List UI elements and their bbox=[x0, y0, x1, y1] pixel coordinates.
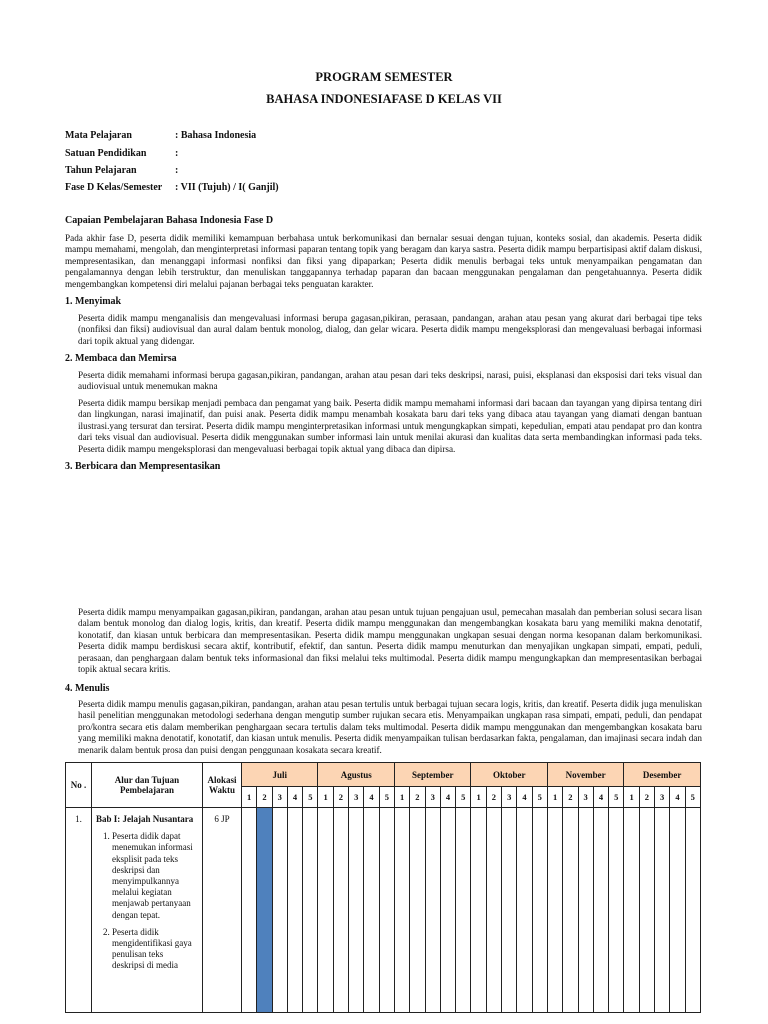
week-header: 4 bbox=[287, 787, 302, 808]
week-header: 3 bbox=[349, 787, 364, 808]
week-header: 5 bbox=[532, 787, 547, 808]
week-cell bbox=[242, 808, 257, 1013]
week-header: 3 bbox=[655, 787, 670, 808]
week-cell bbox=[272, 808, 287, 1013]
week-cell bbox=[532, 808, 547, 1013]
tujuan-item: 1. Peserta didik dapat menemukan informasi eksplisit pada teks deskripsi dan menyimpulkannya melalui kegiatan menjawab pertanyaan dengan tepat. bbox=[112, 831, 196, 921]
alokasi-cell: 6 JP bbox=[203, 808, 242, 1013]
bab-title: Bab I: Jelajah Nusantara bbox=[96, 814, 194, 824]
week-cell bbox=[486, 808, 501, 1013]
membaca-heading: 2. Membaca dan Memirsa bbox=[65, 353, 177, 364]
week-cell bbox=[624, 808, 639, 1013]
week-cell bbox=[410, 808, 425, 1013]
menyimak-paragraph: Peserta didik mampu menganalisis dan mengevaluasi informasi berupa gagasan,pikiran, perasaan, pandangan, arahan atau pesan yang akurat dari berbagai tipe teks (nonfiksi dan fiksi) audiovisual dan aural dalam bentuk monolog, dialog, dan gelar wicara. Peserta didik mampu mengeksplorasi dan mengevaluasi berbagai informasi dari topik aktual yang didengar. bbox=[78, 313, 702, 346]
week-cell bbox=[471, 808, 486, 1013]
week-cell bbox=[333, 808, 348, 1013]
week-cell bbox=[303, 808, 318, 1013]
week-header: 4 bbox=[440, 787, 455, 808]
row-number: 1. bbox=[66, 808, 92, 1013]
week-header: 5 bbox=[456, 787, 471, 808]
document-title: PROGRAM SEMESTER bbox=[315, 70, 453, 84]
week-header: 2 bbox=[639, 787, 654, 808]
week-cell bbox=[639, 808, 654, 1013]
info-label: Mata Pelajaran bbox=[65, 130, 132, 141]
week-cell bbox=[547, 808, 562, 1013]
info-value: : bbox=[175, 148, 179, 159]
week-header: 2 bbox=[486, 787, 501, 808]
week-cell bbox=[394, 808, 409, 1013]
week-header: 4 bbox=[670, 787, 685, 808]
week-cell bbox=[440, 808, 455, 1013]
week-cell bbox=[287, 808, 302, 1013]
week-header: 4 bbox=[517, 787, 532, 808]
month-header: November bbox=[547, 763, 623, 787]
week-header: 1 bbox=[242, 787, 257, 808]
week-header: 5 bbox=[379, 787, 394, 808]
menyimak-heading: 1. Menyimak bbox=[65, 296, 122, 307]
week-cell bbox=[502, 808, 517, 1013]
info-label: Tahun Pelajaran bbox=[65, 165, 137, 176]
week-header: 2 bbox=[333, 787, 348, 808]
capaian-paragraph: Pada akhir fase D, peserta didik memiliki kemampuan berbahasa untuk berkomunikasi dan bernalar sesuai dengan tujuan, konteks sosial, dan akademis. Peserta didik mampu memahami, mengolah, dan menginterpretasi informasi paparan tentang topik yang beragam dan karya sastra. Peserta didik mampu berpartisipasi aktif dalam diskusi, mempresentasikan, dan menanggapi informasi nonfiksi dan fiksi yang dipaparkan; Peserta didik menulis berbagai teks untuk menyampaikan pengamatan dan pengalamannya dengan lebih terstruktur, dan menuliskan tanggapannya terhadap paparan dan bacaan menggunakan pengalaman dan pengetahuannya. Peserta didik mengembangkan kompetensi diri melalui pajanan berbagai teks penguatan karakter. bbox=[65, 233, 702, 289]
week-header: 3 bbox=[502, 787, 517, 808]
info-row-fase-kelas-semester bbox=[65, 182, 279, 193]
info-label: Satuan Pendidikan bbox=[65, 148, 147, 159]
week-cell bbox=[379, 808, 394, 1013]
week-header: 2 bbox=[563, 787, 578, 808]
week-cell bbox=[655, 808, 670, 1013]
week-cell bbox=[349, 808, 364, 1013]
week-header: 4 bbox=[364, 787, 379, 808]
week-header: 2 bbox=[257, 787, 272, 808]
membaca-paragraph-1: Peserta didik memahami informasi berupa gagasan,pikiran, pandangan, arahan atau pesan dari teks deskripsi, narasi, puisi, eksplanasi dan eksposisi dari teks visual dan audiovisual untuk menemukan makna bbox=[78, 370, 702, 392]
info-label: Fase D Kelas/Semester bbox=[65, 182, 163, 193]
membaca-paragraph-2: Peserta didik mampu bersikap menjadi pembaca dan pengamat yang baik. Peserta didik mampu memahami informasi dari bacaan dan tayangan yang dipirsa tentang diri dan lingkungan, narasi imajinatif, dan puisi anak. Peserta didik mampu menambah kosakata baru dari teks yang dibaca atau tayangan yang diamati dengan bantuan ilustrasi.yang tersurat dan tersirat. Peserta didik mampu menginterpretasikan informasi untuk mengungkapkan simpati, kepedulian, empati atau pendapat pro dan kontra dari teks visual dan audiovisual. Peserta didik menggunakan sumber informasi lain untuk menilai akurasi dan kualitas data serta membandingkan informasi pada teks. Peserta didik mampu mengeksplorasi dan mengevaluasi berbagai topik aktual yang dibaca dan dipirsa. bbox=[78, 398, 702, 454]
week-header: 2 bbox=[410, 787, 425, 808]
capaian-heading: Capaian Pembelajaran Bahasa Indonesia Fase D bbox=[65, 215, 274, 226]
week-header: 1 bbox=[547, 787, 562, 808]
berbicara-heading: 3. Berbicara dan Mempresentasikan bbox=[65, 461, 221, 472]
berbicara-paragraph: Peserta didik mampu menyampaikan gagasan,pikiran, pandangan, arahan atau pesan untuk tujuan pengajuan usul, pemecahan masalah dan pemberian solusi secara lisan dalam bentuk monolog dan dialog logis, kritis, dan kreatif. Peserta didik mampu menggunakan dan mengembangkan kosakata baru yang memiliki makna denotatif, konotatif, dan kiasan untuk berbicara dan mempresentasikan. Peserta didik mampu menggunakan ungkapan sesuai dengan norma kesopanan dalam berkomunikasi. Peserta didik mampu berdiskusi secara aktif, kontributif, efektif, dan santun. Peserta didik mampu menuturkan dan menyajikan ungkapan simpati, empati, peduli, perasaan, dan penghargaan dalam bentuk teks informasional dan fiksi melalui teks multimodal. Peserta didik mampu mengungkapkan dan mempresentasikan berbagai topik aktual secara kritis. bbox=[78, 607, 702, 675]
col-header-alur: Alur dan Tujuan Pembelajaran bbox=[92, 763, 203, 808]
week-header: 3 bbox=[578, 787, 593, 808]
week-cell bbox=[685, 808, 700, 1013]
week-cell bbox=[670, 808, 685, 1013]
schedule-table bbox=[65, 762, 701, 1013]
alur-cell bbox=[92, 808, 203, 1013]
info-row-mata-pelajaran bbox=[65, 130, 256, 141]
info-value: : bbox=[175, 165, 179, 176]
week-header: 1 bbox=[394, 787, 409, 808]
week-header: 1 bbox=[318, 787, 333, 808]
week-cell bbox=[563, 808, 578, 1013]
week-cell bbox=[593, 808, 608, 1013]
week-cell bbox=[456, 808, 471, 1013]
info-value: : Bahasa Indonesia bbox=[175, 130, 257, 141]
col-header-alokasi: Alokasi Waktu bbox=[203, 763, 242, 808]
week-header: 5 bbox=[609, 787, 624, 808]
month-header: Juli bbox=[242, 763, 318, 787]
schedule-bar bbox=[257, 808, 272, 1013]
week-header: 5 bbox=[685, 787, 700, 808]
col-header-no: No . bbox=[66, 763, 92, 808]
week-header: 3 bbox=[425, 787, 440, 808]
week-header: 3 bbox=[272, 787, 287, 808]
info-row-tahun-pelajaran bbox=[65, 165, 178, 176]
table-row bbox=[66, 808, 701, 1013]
week-header: 4 bbox=[593, 787, 608, 808]
week-cell bbox=[364, 808, 379, 1013]
month-header: Desember bbox=[624, 763, 700, 787]
week-cell bbox=[425, 808, 440, 1013]
tujuan-list bbox=[96, 831, 196, 971]
week-header: 1 bbox=[624, 787, 639, 808]
menulis-paragraph: Peserta didik mampu menulis gagasan,pikiran, pandangan, arahan atau pesan tertulis untuk berbagai tujuan secara logis, kritis, dan kreatif. Peserta didik juga menuliskan hasil penelitian menggunakan metodologi sederhana dengan mengutip sumber rujukan secara etis. Menyampaikan ungkapan rasa simpati, empati, peduli, dan pendapat pro/kontra secara etis dalam memberikan penghargaan secara tertulis dalam teks multimodal. Peserta didik mampu menggunakan dan mengembangkan kosakata baru yang memiliki makna denotatif, konotatif, dan kiasan untuk menulis. Peserta didik menyampaikan tulisan berdasarkan fakta, pengalaman, dan imajinasi secara indah dan menarik dalam bentuk prosa dan puisi dengan penggunaan kosakata secara kreatif. bbox=[78, 699, 702, 755]
info-row-satuan-pendidikan bbox=[65, 148, 178, 159]
menulis-heading: 4. Menulis bbox=[65, 683, 110, 694]
week-header: 5 bbox=[303, 787, 318, 808]
week-cell bbox=[318, 808, 333, 1013]
document-subtitle: BAHASA INDONESIAFASE D KELAS VII bbox=[266, 92, 502, 106]
week-cell bbox=[517, 808, 532, 1013]
week-cell bbox=[578, 808, 593, 1013]
week-header: 1 bbox=[471, 787, 486, 808]
week-cell bbox=[609, 808, 624, 1013]
info-value: : VII (Tujuh) / I( Ganjil) bbox=[175, 182, 279, 193]
tujuan-item: 2. Peserta didik mengidentifikasi gaya penulisan teks deskripsi di media bbox=[112, 927, 196, 972]
month-header: Oktober bbox=[471, 763, 547, 787]
month-header: Agustus bbox=[318, 763, 394, 787]
month-header: September bbox=[394, 763, 470, 787]
